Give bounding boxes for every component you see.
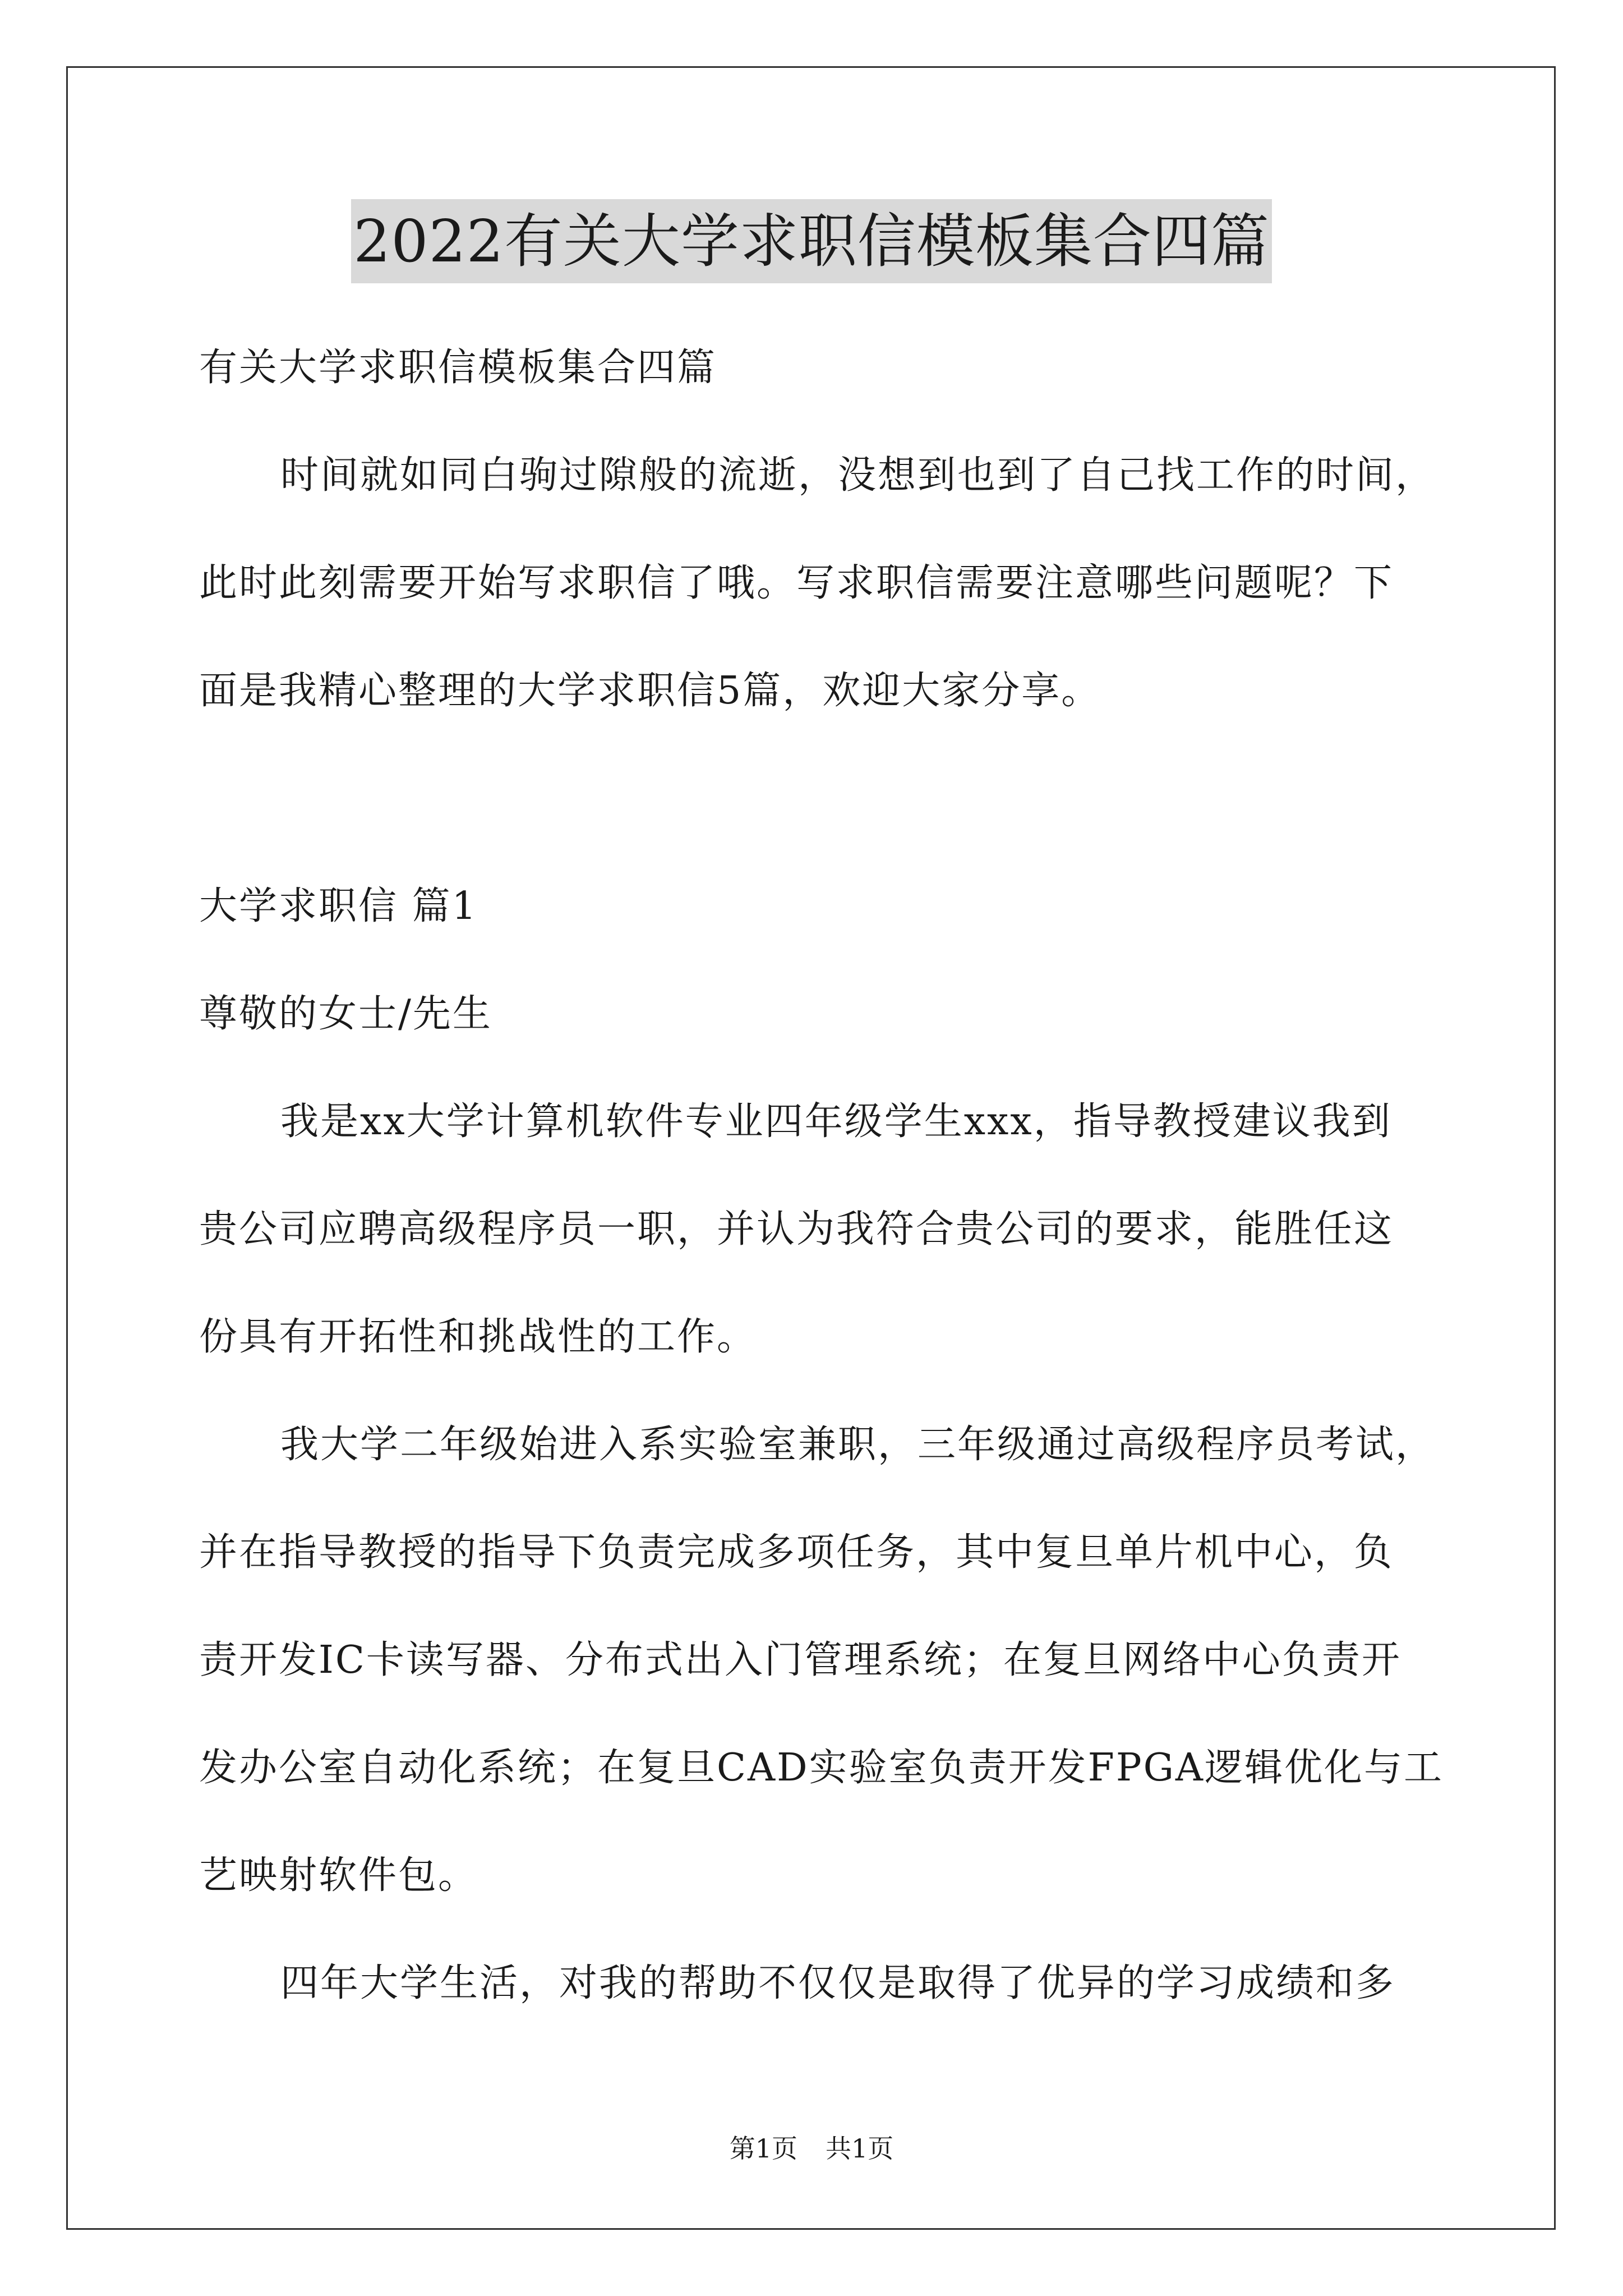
page-total: 共1页 <box>826 2133 894 2164</box>
paragraph-line: 我是xx大学计算机软件专业四年级学生xxx，指导教授建议我到 <box>280 1099 1392 1144</box>
title-container <box>0 199 1623 283</box>
paragraph-line: 我大学二年级始进入系实验室兼职，三年级通过高级程序员考试， <box>280 1423 1436 1467</box>
paragraph-line: 并在指导教授的指导下负责完成多项任务，其中复旦单片机中心，负 <box>199 1530 1394 1575</box>
paragraph-line: 艺映射软件包。 <box>199 1853 478 1898</box>
paragraph-line: 责开发IC卡读写器、分布式出入门管理系统；在复旦网络中心负责开 <box>199 1638 1401 1682</box>
paragraph-line: 贵公司应聘高级程序员一职，并认为我符合贵公司的要求，能胜任这 <box>199 1207 1394 1251</box>
paragraph-line: 面是我精心整理的大学求职信5篇，欢迎大家分享。 <box>199 669 1101 713</box>
page-number: 第1页 <box>729 2133 797 2164</box>
document-body <box>199 314 1444 2037</box>
paragraph-line: 份具有开拓性和挑战性的工作。 <box>199 1315 757 1359</box>
subtitle-line: 有关大学求职信模板集合四篇 <box>199 346 717 390</box>
section-heading: 大学求职信 篇1 <box>199 884 478 928</box>
salutation-line: 尊敬的女士/先生 <box>199 992 492 1036</box>
paragraph-line: 发办公室自动化系统；在复旦CAD实验室负责开发FPGA逻辑优化与工 <box>199 1746 1444 1790</box>
paragraph-line: 此时此刻需要开始写求职信了哦。写求职信需要注意哪些问题呢？下 <box>199 561 1394 605</box>
document-title: 2022有关大学求职信模板集合四篇 <box>351 199 1272 283</box>
blank-line <box>199 745 1433 853</box>
page-footer <box>0 2132 1623 2165</box>
paragraph-line: 时间就如同白驹过隙般的流逝，没想到也到了自己找工作的时间， <box>280 453 1436 498</box>
paragraph-line: 四年大学生活，对我的帮助不仅仅是取得了优异的学习成绩和多 <box>280 1961 1396 2005</box>
